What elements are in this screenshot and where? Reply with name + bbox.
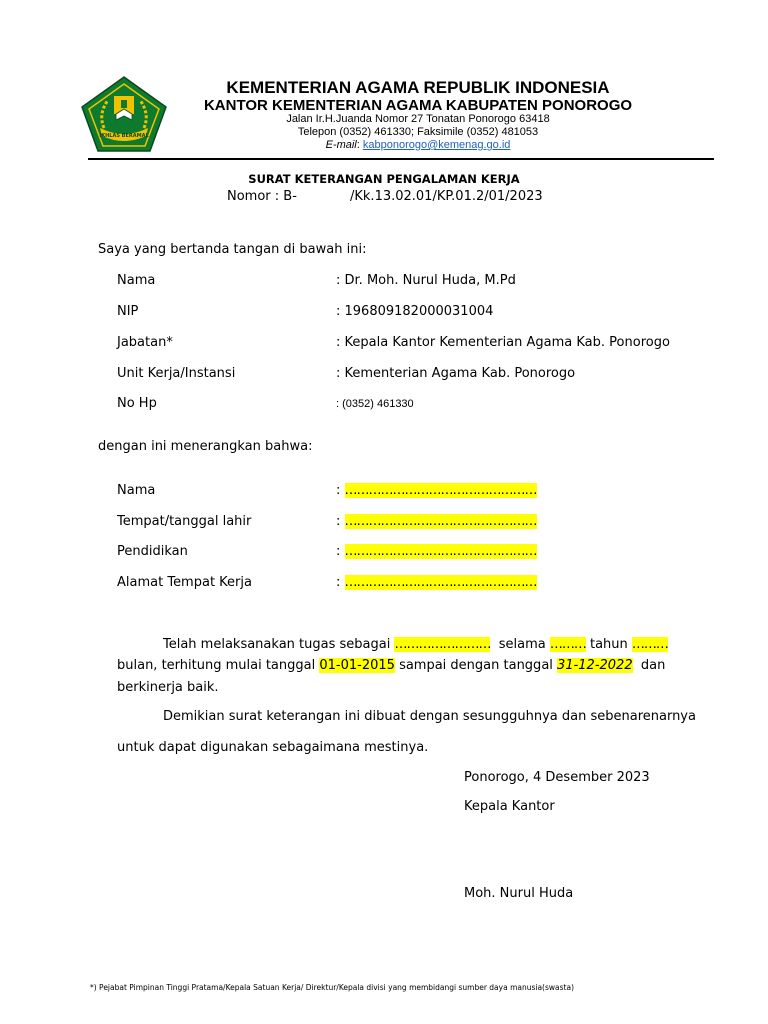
subject-row-alamat bbox=[336, 575, 537, 590]
subject-intro: dengan ini menerangkan bahwa: bbox=[98, 439, 313, 454]
letter-title: SURAT KETERANGAN PENGALAMAN KERJA bbox=[248, 172, 520, 186]
subject-row-nama bbox=[336, 483, 537, 498]
letterhead-email-line: E-mail: kabponorogo@kemenag.go.id bbox=[325, 139, 511, 151]
subject-value-pendidikan[interactable]: ………………………………………… bbox=[344, 544, 537, 559]
signature-name: Moh. Nurul Huda bbox=[464, 886, 574, 901]
closing-line-1: Demikian surat keterangan ini dibuat dengan sesungguhnya dan sebenarenarnya bbox=[163, 709, 696, 724]
blank-years[interactable]: ……… bbox=[549, 637, 586, 652]
signer-value-nohp: : (0352) 461330 bbox=[336, 398, 414, 410]
blank-position[interactable]: …………………… bbox=[394, 637, 491, 652]
subject-value-ttl[interactable]: ………………………………………… bbox=[344, 514, 537, 529]
email-link[interactable]: kabponorogo@kemenag.go.id bbox=[362, 139, 511, 151]
colon: : bbox=[336, 514, 341, 529]
letter-number-suffix: /Kk.13.02.01/KP.01.2/01/2023 bbox=[350, 189, 543, 204]
letterhead-address: Jalan Ir.H.Juanda Nomor 27 Tonatan Ponorogo 63418 bbox=[286, 113, 550, 125]
subject-value-nama[interactable]: ………………………………………… bbox=[344, 483, 537, 498]
blank-months[interactable]: ……… bbox=[631, 637, 668, 652]
letterhead-office: KANTOR KEMENTERIAN AGAMA KABUPATEN PONOROGO bbox=[203, 97, 633, 114]
signer-value-nama: : Dr. Moh. Nurul Huda, M.Pd bbox=[336, 273, 516, 288]
colon: : bbox=[336, 544, 341, 559]
subject-label-nama: Nama bbox=[117, 483, 156, 498]
body-line-2 bbox=[117, 658, 665, 673]
signer-value-jabatan: : Kepala Kantor Kementerian Agama Kab. Ponorogo bbox=[336, 335, 670, 350]
body-text: bulan, terhitung mulai tanggal bbox=[117, 658, 316, 673]
colon: : bbox=[336, 483, 341, 498]
signer-label-unit: Unit Kerja/Instansi bbox=[117, 366, 236, 381]
signer-intro: Saya yang bertanda tangan di bawah ini: bbox=[98, 242, 367, 257]
subject-label-ttl: Tempat/tanggal lahir bbox=[117, 514, 252, 529]
ministry-logo bbox=[80, 76, 168, 152]
body-text: sampai dengan tanggal bbox=[399, 658, 553, 673]
email-label: E-mail bbox=[325, 139, 357, 151]
signature-position: Kepala Kantor bbox=[464, 799, 555, 814]
letterhead-phone: Telepon (0352) 461330; Faksimile (0352) 481053 bbox=[297, 126, 539, 138]
closing-line-2: untuk dapat digunakan sebagaimana mestinya. bbox=[117, 740, 429, 755]
subject-row-pendidikan bbox=[336, 544, 537, 559]
letterhead-ministry: KEMENTERIAN AGAMA REPUBLIK INDONESIA bbox=[226, 78, 610, 97]
date-end[interactable]: 31-12-2022 bbox=[557, 658, 633, 673]
colon: : bbox=[336, 575, 341, 590]
body-line-3: berkinerja baik. bbox=[117, 680, 219, 695]
signer-value-nip: : 196809182000031004 bbox=[336, 304, 494, 319]
signer-value-unit: : Kementerian Agama Kab. Ponorogo bbox=[336, 366, 576, 381]
letterhead-divider bbox=[88, 158, 714, 160]
signer-label-nama: Nama bbox=[117, 273, 156, 288]
body-text: tahun bbox=[589, 637, 628, 652]
subject-value-alamat[interactable]: ………………………………………… bbox=[344, 575, 537, 590]
body-text: Telah melaksanakan tugas sebagai bbox=[163, 637, 391, 652]
subject-label-pendidikan: Pendidikan bbox=[117, 544, 188, 559]
logo-motto: IKHLAS BERAMAL bbox=[99, 133, 149, 139]
signer-label-jabatan: Jabatan* bbox=[117, 335, 173, 350]
signature-place-date: Ponorogo, 4 Desember 2023 bbox=[464, 770, 650, 785]
date-start[interactable]: 01-01-2015 bbox=[319, 658, 395, 673]
signer-label-nip: NIP bbox=[117, 304, 139, 319]
body-line-1 bbox=[163, 637, 668, 652]
signer-label-nohp: No Hp bbox=[117, 396, 157, 411]
body-text: selama bbox=[498, 637, 546, 652]
subject-row-ttl bbox=[336, 514, 537, 529]
letter-number-prefix: Nomor : B- bbox=[227, 189, 297, 204]
footnote: *) Pejabat Pimpinan Tinggi Pratama/Kepala Satuan Kerja/ Direktur/Kepala divisi yang membidangi sumber daya manusia(swasta) bbox=[90, 983, 574, 992]
body-text: dan bbox=[640, 658, 666, 673]
subject-label-alamat: Alamat Tempat Kerja bbox=[117, 575, 252, 590]
